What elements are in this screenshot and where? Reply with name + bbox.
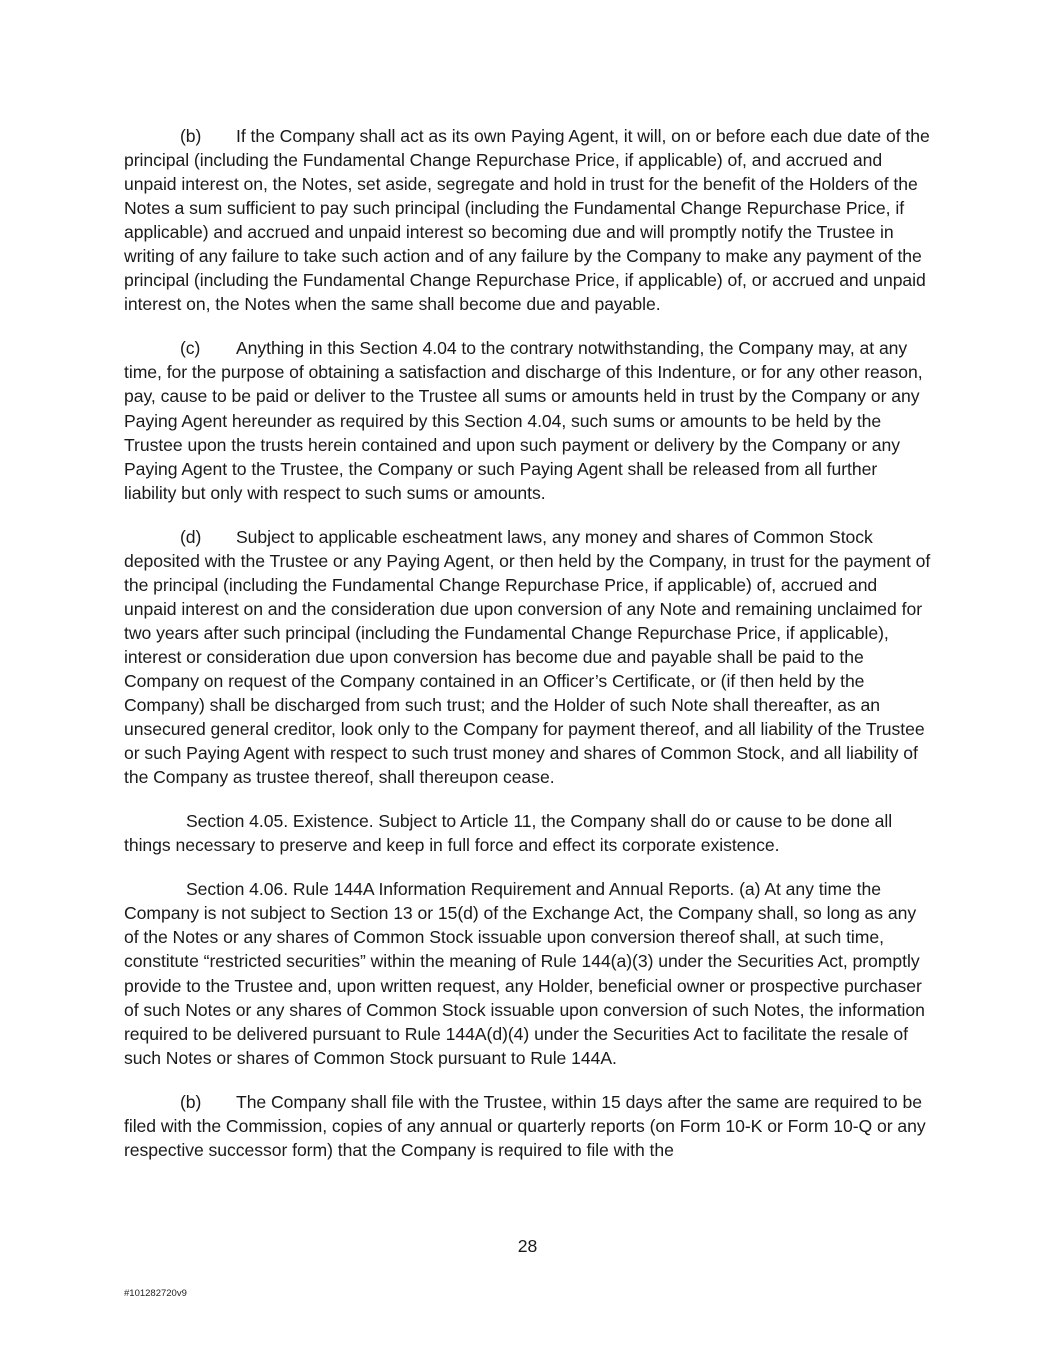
paragraph-4-04-b xyxy=(124,124,932,316)
section-4-05 xyxy=(124,809,932,857)
paragraph-label: (d) xyxy=(180,526,202,547)
section-text: Section 4.06. Rule 144A Information Requirement and Annual Reports. (a) At any time the Company is not subject to Section 13 or 15(d) of the Exchange Act, the Company shall, so long as any of the Notes or any shares of Common Stock issuable upon conversion thereof shall, at such time, constitute “restricted securities” within the meaning of Rule 144(a)(3) under the Securities Act, promptly provide to the Trustee and, upon written request, any Holder, beneficial owner or prospective purchaser of such Notes or any shares of Common Stock issuable upon conversion of such Notes, the information required to be delivered pursuant to Rule 144A(d)(4) under the Securities Act to facilitate the resale of such Notes or shares of Common Stock pursuant to Rule 144A. xyxy=(124,879,925,1068)
section-text: Section 4.05. Existence. Subject to Article 11, the Company shall do or cause to be done all things necessary to preserve and keep in full force and effect its corporate existence. xyxy=(124,811,893,856)
document-id: #101282720v9 xyxy=(124,1288,187,1299)
paragraph-text: The Company shall file with the Trustee, within 15 days after the same are required to be filed with the Commission, copies of any annual or quarterly reports (on Form 10-K or Form 10-Q or any respective successor form) that the Company is required to file with the xyxy=(124,1091,926,1160)
paragraph-4-04-c xyxy=(124,336,932,504)
document-page xyxy=(124,124,932,1182)
paragraph-text: Subject to applicable escheatment laws, any money and shares of Common Stock deposited with the Trustee or any Paying Agent, or then held by the Company, in trust for the payment of the principal (including the Fundamental Change Repurchase Price, if applicable) of, accrued and unpaid interest on and the consideration due upon conversion of any Note and remaining unclaimed for two years after such principal (including the Fundamental Change Repurchase Price, if applicable), interest or consideration due upon conversion has become due and payable shall be paid to the Company on request of the Company contained in an Officer’s Certificate, or (if then held by the Company) shall be discharged from such trust; and the Holder of such Note shall thereafter, as an unsecured general creditor, look only to the Company for payment thereof, and all liability of the Trustee or such Paying Agent with respect to such trust money and shares of Common Stock, and all liability of the Company as trustee thereof, shall thereupon cease. xyxy=(124,526,931,788)
paragraph-text: Anything in this Section 4.04 to the contrary notwithstanding, the Company may, at any time, for the purpose of obtaining a satisfaction and discharge of this Indenture, or for any other reason, pay, cause to be paid or deliver to the Trustee all sums or amounts held in trust by the Company or any Paying Agent hereunder as required by this Section 4.04, such sums or amounts to be held by the Trustee upon the trusts herein contained and upon such payment or delivery by the Company or any Paying Agent to the Trustee, the Company or such Paying Agent shall be released from all further liability but only with respect to such sums or amounts. xyxy=(124,338,923,503)
page-number: 28 xyxy=(517,1236,538,1256)
paragraph-label: (c) xyxy=(180,338,201,359)
paragraph-text: If the Company shall act as its own Paying Agent, it will, on or before each due date of the principal (including the Fundamental Change Repurchase Price, if applicable) of, and accrued and unpaid interest on, the Notes, set aside, segregate and hold in trust for the benefit of the Holders of the Notes a sum sufficient to pay such principal (including the Fundamental Change Repurchase Price, if applicable) and accrued and unpaid interest so becoming due and will promptly notify the Trustee in writing of any failure to take such action and of any failure by the Company to make any payment of the principal (including the Fundamental Change Repurchase Price, if applicable) of, or accrued and unpaid interest on, the Notes when the same shall become due and payable. xyxy=(124,126,930,315)
paragraph-4-04-d xyxy=(124,525,932,790)
section-4-06 xyxy=(124,877,932,1069)
section-4-06-b xyxy=(124,1090,932,1162)
paragraph-label: (b) xyxy=(180,1091,202,1112)
paragraph-label: (b) xyxy=(180,126,202,146)
